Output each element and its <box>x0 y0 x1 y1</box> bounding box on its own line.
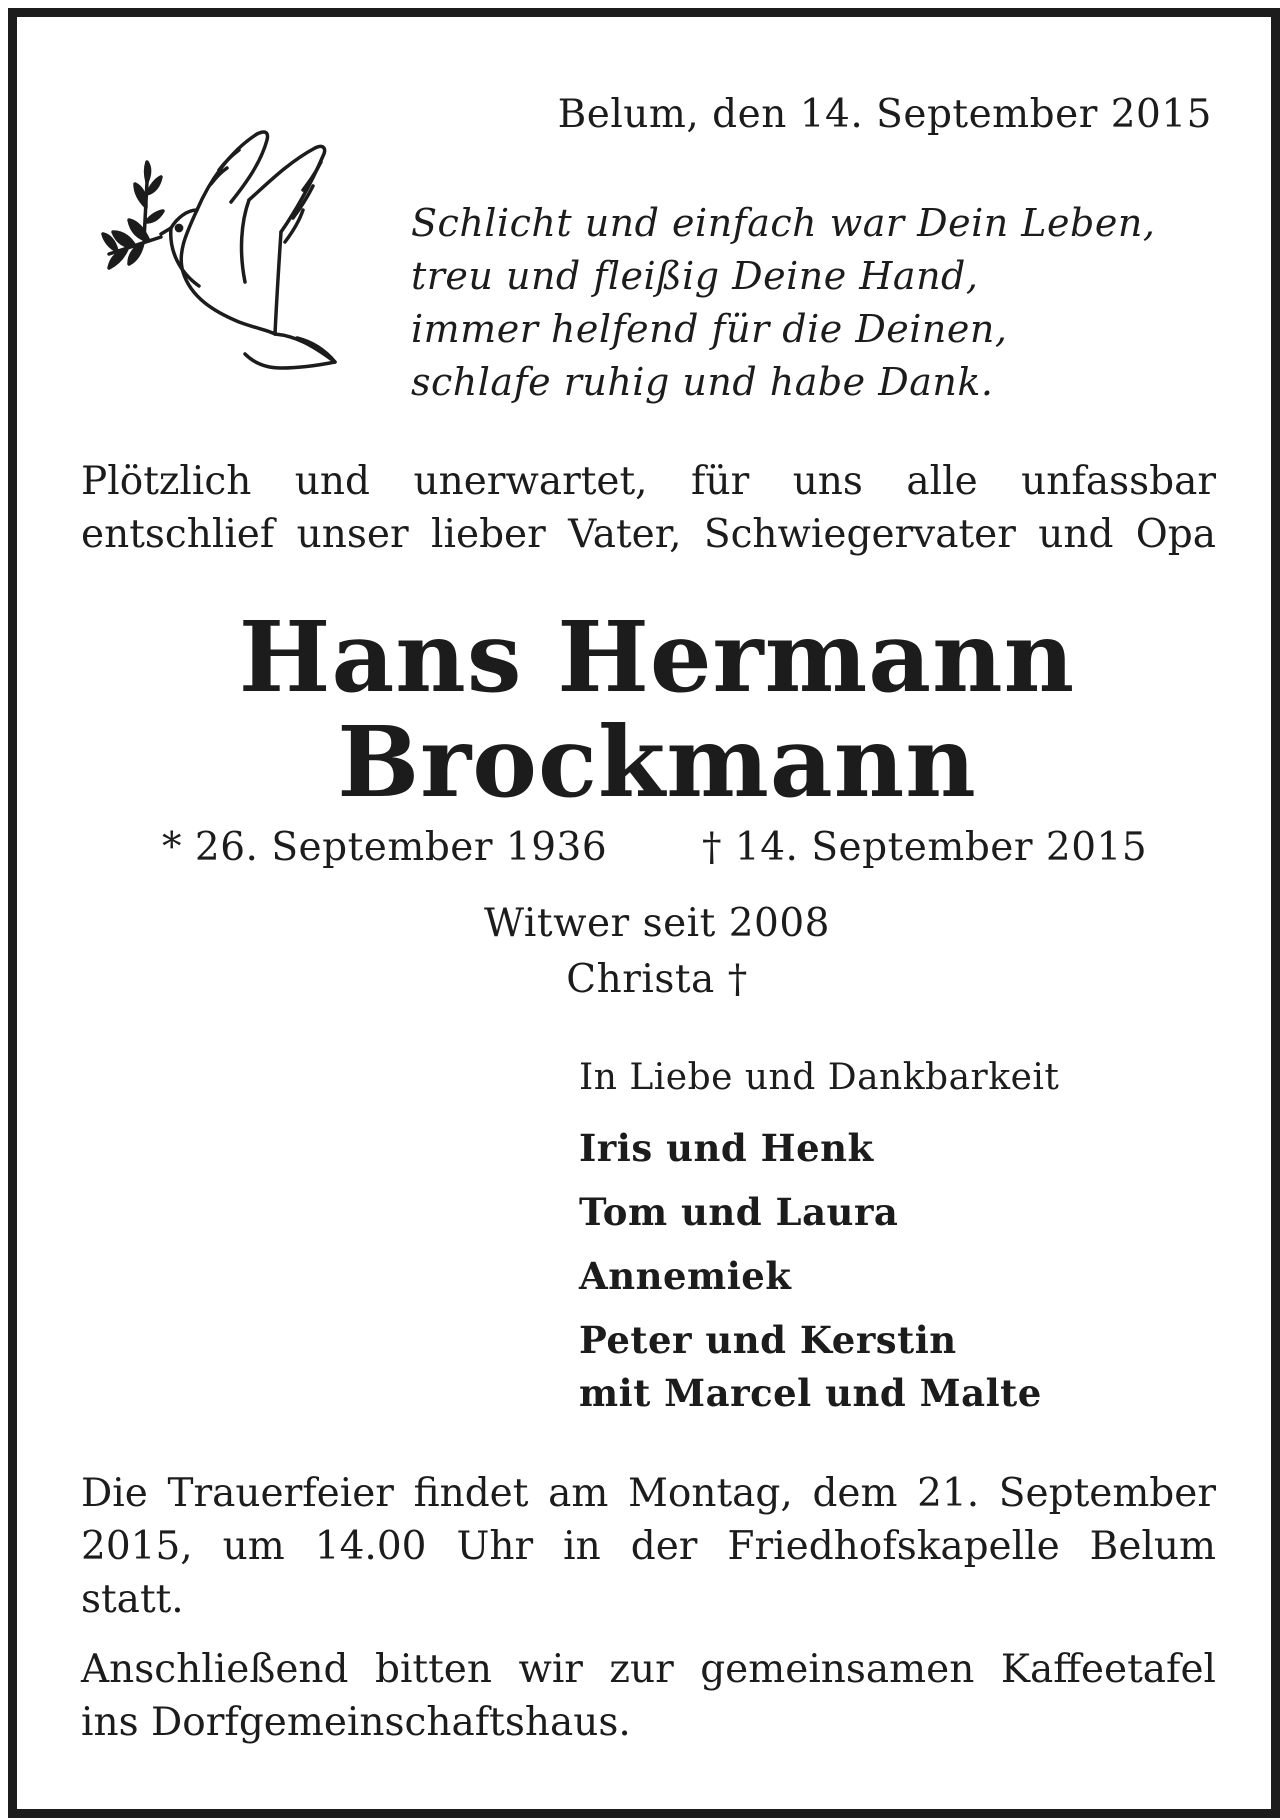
spouse-name: Christa † <box>566 957 748 1002</box>
funeral-info <box>81 1467 1216 1626</box>
poem <box>411 197 1155 409</box>
closing-phrase: In Liebe und Dankbarkeit <box>579 1057 1060 1098</box>
poem-line: Schlicht und einfach war Dein Leben, <box>411 201 1156 245</box>
poem-line: immer helfend für die Deinen, <box>411 307 1008 351</box>
funeral-line: statt. <box>81 1577 184 1622</box>
poem-line: schlafe ruhig und habe Dank. <box>411 360 994 404</box>
mourner: Peter und Kerstin <box>579 1318 957 1362</box>
funeral-line: 2015, um 14.00 Uhr in der Friedhofskapelle Belum <box>81 1524 1216 1569</box>
intro-text <box>81 455 1216 561</box>
coffee-line: Anschließend bitten wir zur gemeinsamen Kaffeetafel <box>81 1647 1216 1692</box>
intro-line: Plötzlich und unerwartet, für uns alle unfassbar <box>81 459 1216 504</box>
deceased-name-first: Hans Hermann <box>238 600 1076 714</box>
mourner: Tom und Laura <box>579 1190 899 1234</box>
mourner: mit Marcel und Malte <box>579 1371 1042 1415</box>
poem-line: treu und fleißig Deine Hand, <box>411 254 979 298</box>
dove-with-olive-branch-icon <box>99 122 361 372</box>
place-date: Belum, den 14. September 2015 <box>557 92 1212 137</box>
coffee-line: ins Dorfgemeinschaftshaus. <box>81 1700 631 1745</box>
coffee-info <box>81 1643 1216 1749</box>
funeral-line: Die Trauerfeier findet am Montag, dem 21. September <box>81 1471 1216 1516</box>
death-date: † 14. September 2015 <box>702 825 1148 870</box>
intro-line: entschlief unser lieber Vater, Schwiegervater und Opa <box>81 512 1216 557</box>
obituary-frame <box>8 8 1280 1818</box>
birth-date: * 26. September 1936 <box>162 825 608 870</box>
mourner: Iris und Henk <box>579 1126 874 1170</box>
widower-note: Witwer seit 2008 <box>484 901 830 946</box>
mourners-list <box>579 1122 1042 1431</box>
deceased-name-last: Brockmann <box>337 705 977 819</box>
mourner: Annemiek <box>579 1254 792 1298</box>
